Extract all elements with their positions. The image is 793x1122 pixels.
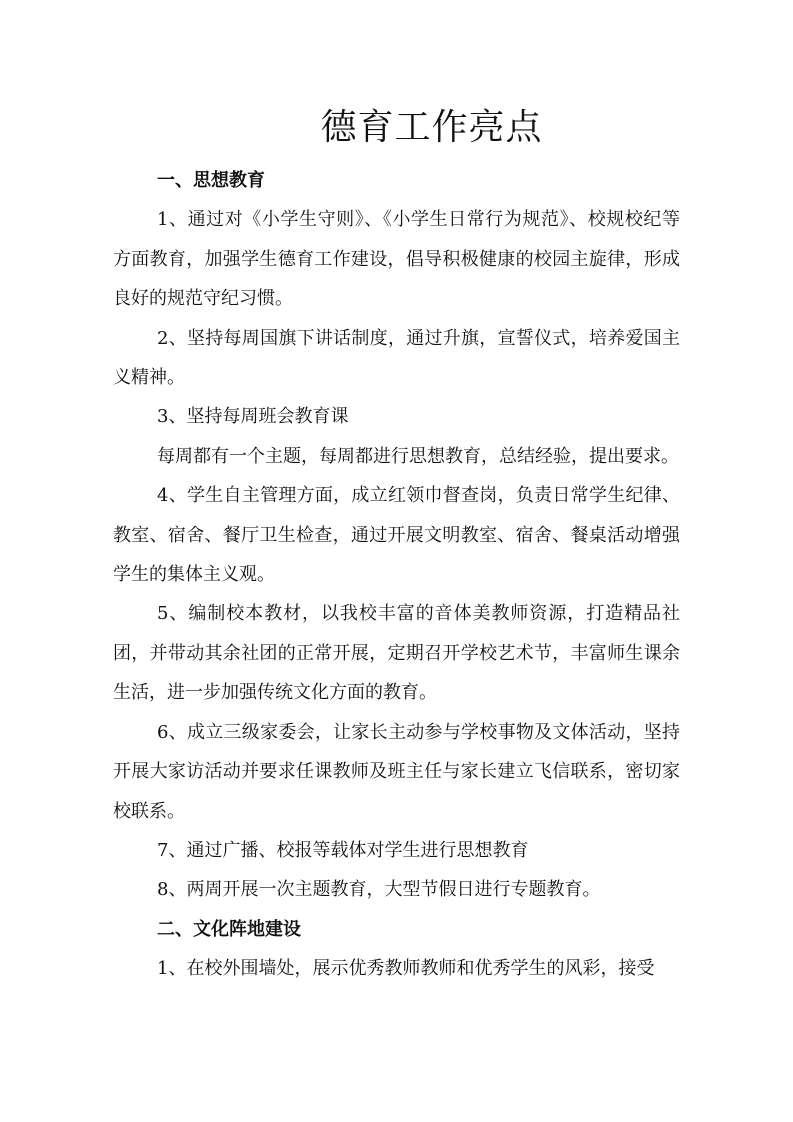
section-heading-cultural-construction: 二、文化阵地建设	[157, 918, 301, 940]
document-body	[113, 161, 680, 989]
paragraph-section2-1: 1、在校外围墙处，展示优秀教师教师和优秀学生的风彩，接受	[157, 958, 655, 980]
paragraph-8: 8、两周开展一次主题教育，大型节假日进行专题教育。	[157, 879, 601, 901]
document-title: 德育工作亮点	[320, 107, 543, 148]
paragraph-7: 7、通过广播、校报等载体对学生进行思想教育	[157, 839, 529, 861]
paragraph-3-detail: 每周都有一个主题，每周都进行思想教育，总结经验，提出要求。	[157, 445, 679, 467]
paragraph-5: 5、编制校本教材，以我校丰富的音体美教师资源，打造精品社团，并带动其余社团的正常开展，定期召开学校艺术节，丰富师生课余生活，进一步加强传统文化方面的教育。	[113, 603, 680, 704]
paragraph-2: 2、坚持每周国旗下讲话制度，通过升旗，宣誓仪式，培养爱国主义精神。	[113, 327, 680, 389]
section-heading-ideological-education: 一、思想教育	[157, 170, 265, 191]
paragraph-6: 6、成立三级家委会，让家长主动参与学校事物及文体活动，坚持开展大家访活动并要求任课教师及班主任与家长建立飞信联系，密切家校联系。	[113, 721, 680, 822]
paragraph-4: 4、学生自主管理方面，成立红领巾督查岗，负责日常学生纪律、教室、宿舍、餐厅卫生检查，通过开展文明教室、宿舍、餐桌活动增强学生的集体主义观。	[113, 485, 680, 586]
paragraph-1: 1、通过对《小学生守则》、《小学生日常行为规范》、校规校纪等方面教育，加强学生德育工作建设，倡导积极健康的校园主旋律，形成良好的规范守纪习惯。	[113, 209, 680, 310]
paragraph-3: 3、坚持每周班会教育课	[157, 406, 349, 428]
